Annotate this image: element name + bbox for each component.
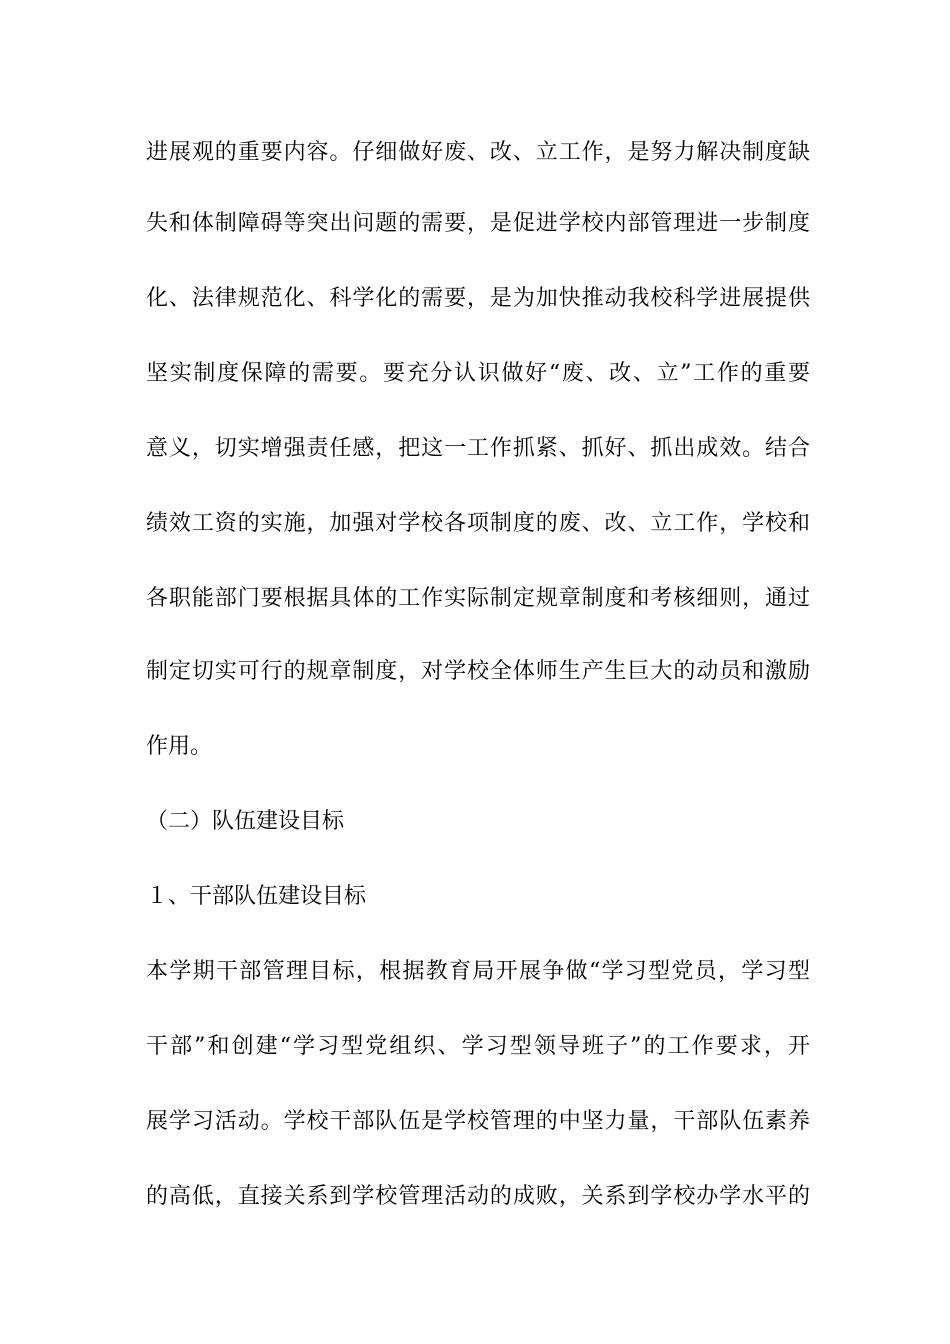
paragraph-line: 失和体制障碍等突出问题的需要，是促进学校内部管理进一步制度 <box>146 211 810 236</box>
paragraph-line: 的高低，直接关系到学校管理活动的成败，关系到学校办学水平的 <box>146 1184 810 1209</box>
paragraph-line: 各职能部门要根据具体的工作实际制定规章制度和考核细则，通过 <box>146 586 810 611</box>
paragraph-line: 坚实制度保障的需要。要充分认识做好“废、改、立”工作的重要 <box>146 361 810 386</box>
paragraph-line-last: 作用。 <box>146 734 213 759</box>
paragraph-line: 意义，切实增强责任感，把这一工作抓紧、抓好、抓出成效。结合 <box>146 436 810 461</box>
paragraph-line: 干部”和创建“学习型党组织、学习型领导班子”的工作要求，开 <box>146 1034 810 1059</box>
paragraph-line: 制定切实可行的规章制度，对学校全体师生产生巨大的动员和激励 <box>146 659 810 684</box>
paragraph-line: 展学习活动。学校干部队伍是学校管理的中坚力量，干部队伍素养 <box>146 1109 810 1134</box>
paragraph-line: 绩效工资的实施，加强对学校各项制度的废、改、立工作，学校和 <box>146 511 810 536</box>
paragraph-line: 本学期干部管理目标，根据教育局开展争做“学习型党员，学习型 <box>146 959 810 984</box>
subsection-heading: １、干部队伍建设目标 <box>146 884 367 909</box>
section-heading: （二）队伍建设目标 <box>146 809 345 834</box>
paragraph-line: 进展观的重要内容。仔细做好废、改、立工作，是努力解决制度缺 <box>146 140 810 165</box>
paragraph-line: 化、法律规范化、科学化的需要，是为加快推动我校科学进展提供 <box>146 286 810 311</box>
